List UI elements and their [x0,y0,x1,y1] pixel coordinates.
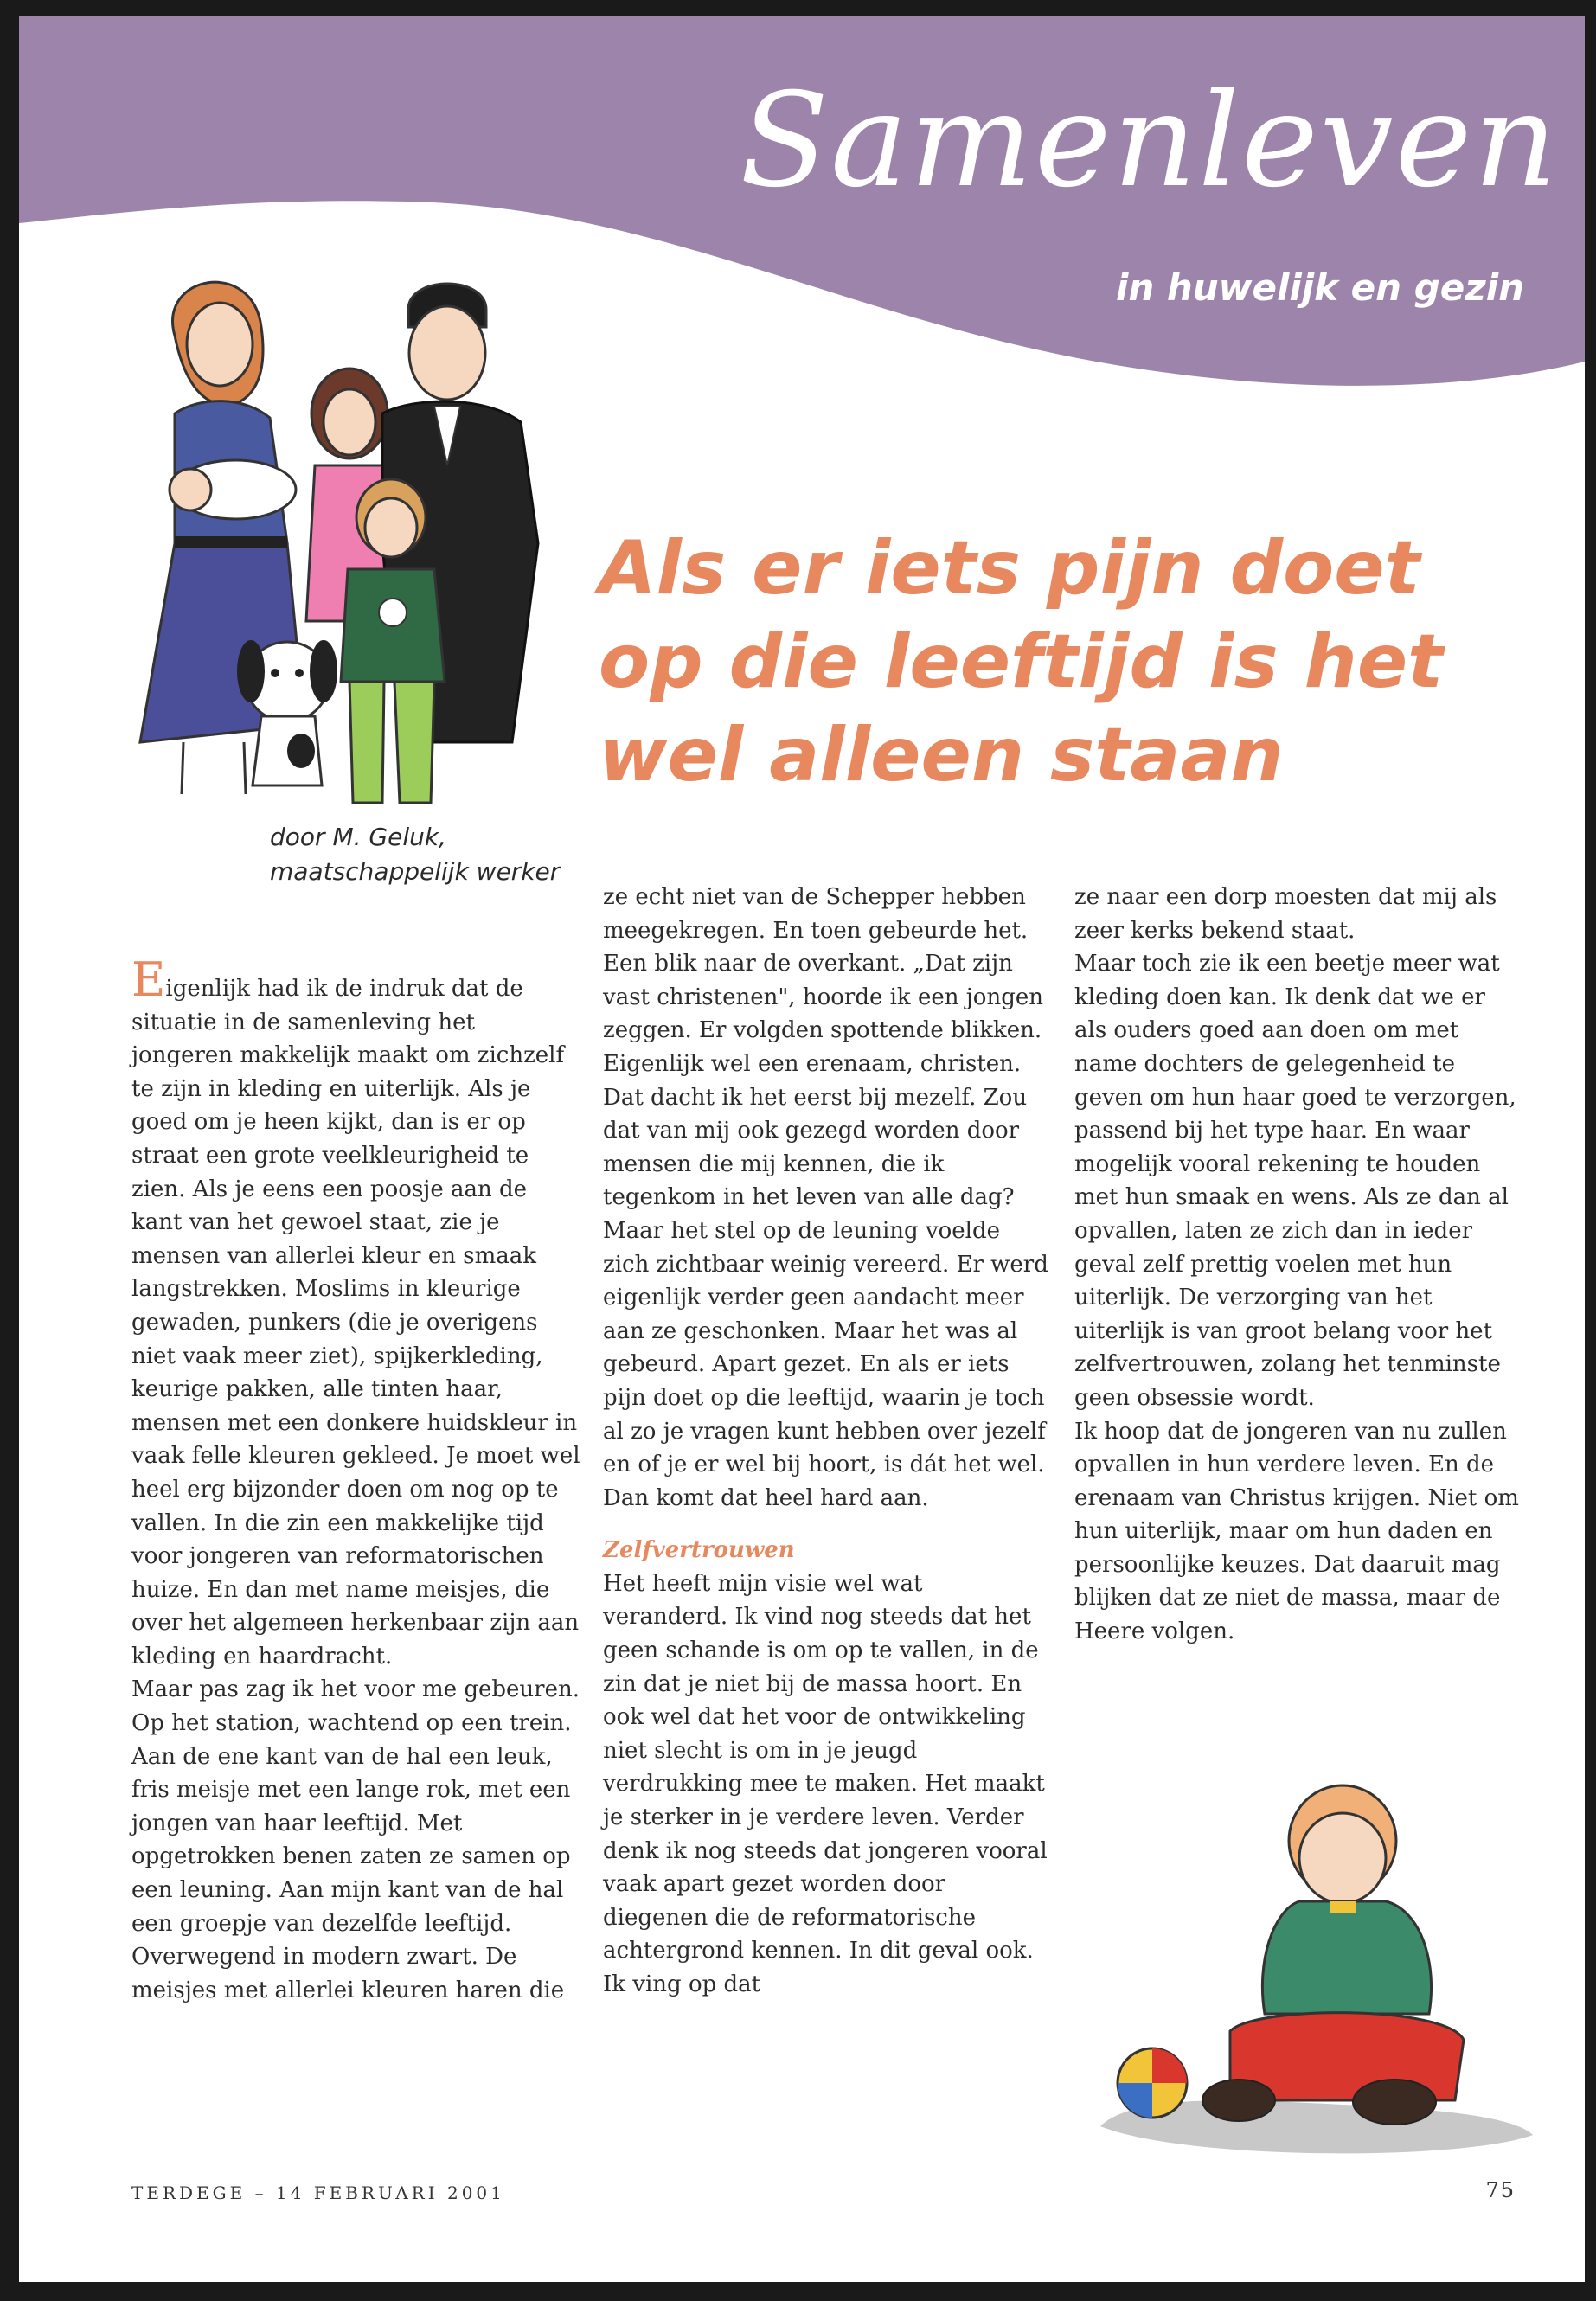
article-column-1 [131,952,581,2007]
paragraph: Het heeft mijn visie wel wat veranderd. Ik vind nog steeds dat het geen schande is om op te vallen, in de zin dat je niet bij de massa hoort. En ook wel dat het voor de ontwikkeling niet slecht is om in je jeugd verdrukking mee te maken. Het maakt je sterker in je verdere leven. Verder denk ik nog steeds dat jongeren vooral vaak apart gezet worden door diegenen die de reformatorische achtergrond kennen. In dit geval ook. Ik ving op dat [603,1570,1048,1997]
paragraph: Eigenlijk wel een erenaam, christen. Dat dacht ik het eerst bij mezelf. Zou dat van mij ook gezegd worden door mensen die mij kennen, die ik tegenkom in het leven van alle dag? [603,1050,1028,1211]
headline-line-3: wel alleen staan [599,712,1284,798]
child-with-ball-illustration [1083,1772,1550,2170]
section-subtitle: in huwelijk en gezin [1115,266,1524,309]
paragraph: Maar pas zag ik het voor me gebeuren. Op het station, wachtend op een trein. Aan de ene kant van de hal een leuk, fris meisje met een lange rok, met een jongen van haar leeftijd. Met opgetrokken benen zaten ze samen op een leuning. Aan mijn kant van de hal een groepje van dezelfde leeftijd. Overwegend in modern zwart. De meisjes met allerlei kleuren haren die [131,1676,580,2003]
headline-line-2: op die leeftijd is het [599,619,1444,705]
paragraph: Maar het stel op de leuning voelde zich zichtbaar weinig vereerd. Er werd eigenlijk verder geen aandacht meer aan ze geschonken. Maar het was al gebeurd. Apart gezet. En als er iets pijn doet op die leeftijd, waarin je toch al zo je vragen kunt hebben over jezelf en of je er wel bij hoort, is dát het wel. Dan komt dat heel hard aan. [603,1217,1048,1511]
paragraph: ze echt niet van de Schepper hebben meegekregen. En toen gebeurde het. Een blik naar de overkant. „Dat zijn vast christenen", hoorde ik een jongen zeggen. Er volgden spottende blikken. [603,884,1043,1044]
magazine-page [19,16,1585,2282]
paragraph-text: igenlijk had ik de indruk dat de situatie in de samenleving het jongeren makkelijk maakt om zichzelf te zijn in kleding en uiterlijk. Als je goed om je heen kijkt, dan is er op straat een grote veelkleurigheid te zien. Als je eens een poosje aan de kant van het gewoel staat, zie je mensen van allerlei kleur en smaak langstrekken. Moslims in kleurige gewaden, punkers (die je overigens niet vaak meer ziet), spijkerkleding, keurige pakken, alle tinten haar, mensen met een donkere huidskleur in vaak felle kleuren gekleed. Je moet wel heel erg bijzonder doen om nog op te vallen. In die zin een makkelijke tijd voor jongeren van reformatorischen huize. En dan met name meisjes, die over het algemeen herkenbaar zijn aan kleding en haardracht. [131,976,580,1670]
article-column-2 [603,881,1053,2002]
byline [270,820,581,889]
section-subheading: Zelfvertrouwen [603,1537,795,1564]
footer-publication: TERDEGE – 14 FEBRUARI 2001 [131,2182,505,2203]
paragraph [131,952,581,1673]
family-illustration [123,258,607,820]
byline-author: door M. Geluk, [270,823,446,851]
section-title: Samenleven [740,66,1559,216]
paragraph: ze naar een dorp moesten dat mij als zeer kerks bekend staat. [1074,884,1497,944]
article-headline [599,522,1550,802]
paragraph: Ik hoop dat de jongeren van nu zullen opvallen in hun verdere leven. En de erenaam van Christus krijgen. Niet om hun uiterlijk, maar om hun daden en persoonlijke keuzes. Dat daaruit mag blijken dat ze niet de massa, maar de Heere volgen. [1074,1418,1519,1645]
page-number: 75 [1485,2178,1516,2202]
byline-role: maatschappelijk werker [270,857,561,886]
paragraph: Maar toch zie ik een beetje meer wat kleding doen kan. Ik denk dat we er als ouders goed aan doen om met name dochters de gelegenheid te geven om hun haar goed te verzorgen, passend bij het type haar. En waar mogelijk vooral rekening te houden met hun smaak en wens. Als ze dan al opvallen, laten ze zich dan in ieder geval zelf prettig voelen met hun uiterlijk. De verzorging van het uiterlijk is van groot belang voor het zelfvertrouwen, zolang het tenminste geen obsessie wordt. [1074,951,1516,1411]
article-column-3 [1074,881,1524,1649]
headline-line-1: Als er iets pijn doet [599,525,1420,612]
drop-cap: E [131,952,166,1007]
